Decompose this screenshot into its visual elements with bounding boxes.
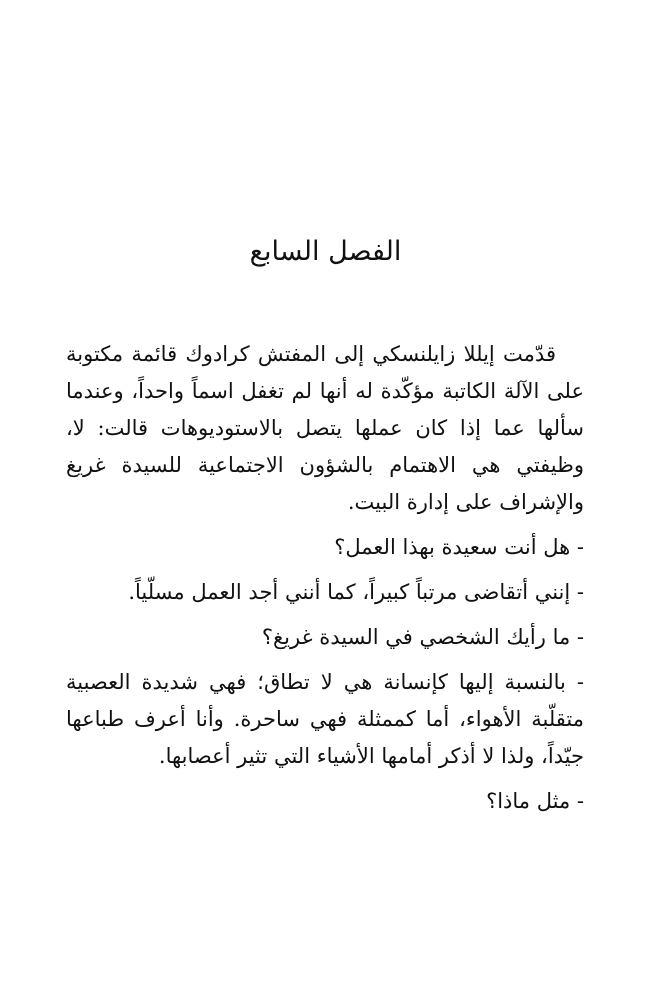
dialogue-line: - بالنسبة إليها كإنسانة هي لا تطاق؛ فهي شديدة العصبية متقلّبة الأهواء، أما كممثلة فهي ساحرة. وأنا أعرف طباعها جيّداً، ولذا لا أذكر أمامها الأشياء التي تثير أعصابها.	[66, 670, 584, 768]
dialogue-line: - إنني أتقاضى مرتباً كبيراً، كما أنني أجد العمل مسلّياً.	[128, 580, 584, 604]
dialogue-line: - مثل ماذا؟	[486, 789, 584, 813]
chapter-body	[66, 336, 584, 828]
narrative-paragraph: قدّمت إيللا زايلنسكي إلى المفتش كرادوك قائمة مكتوبة على الآلة الكاتبة مؤكّدة له أنها لم تغفل اسماً واحداً، وعندما سألها عما إذا كان عملها يتصل بالاستوديوهات قالت: لا، وظيفتي هي الاهتمام بالشؤون الاجتماعية للسيدة غريغ والإشراف على إدارة البيت.	[66, 342, 584, 514]
chapter-title: الفصل السابع	[249, 236, 402, 267]
dialogue-line: - ما رأيك الشخصي في السيدة غريغ؟	[261, 625, 584, 649]
dialogue-line: - هل أنت سعيدة بهذا العمل؟	[334, 535, 584, 559]
